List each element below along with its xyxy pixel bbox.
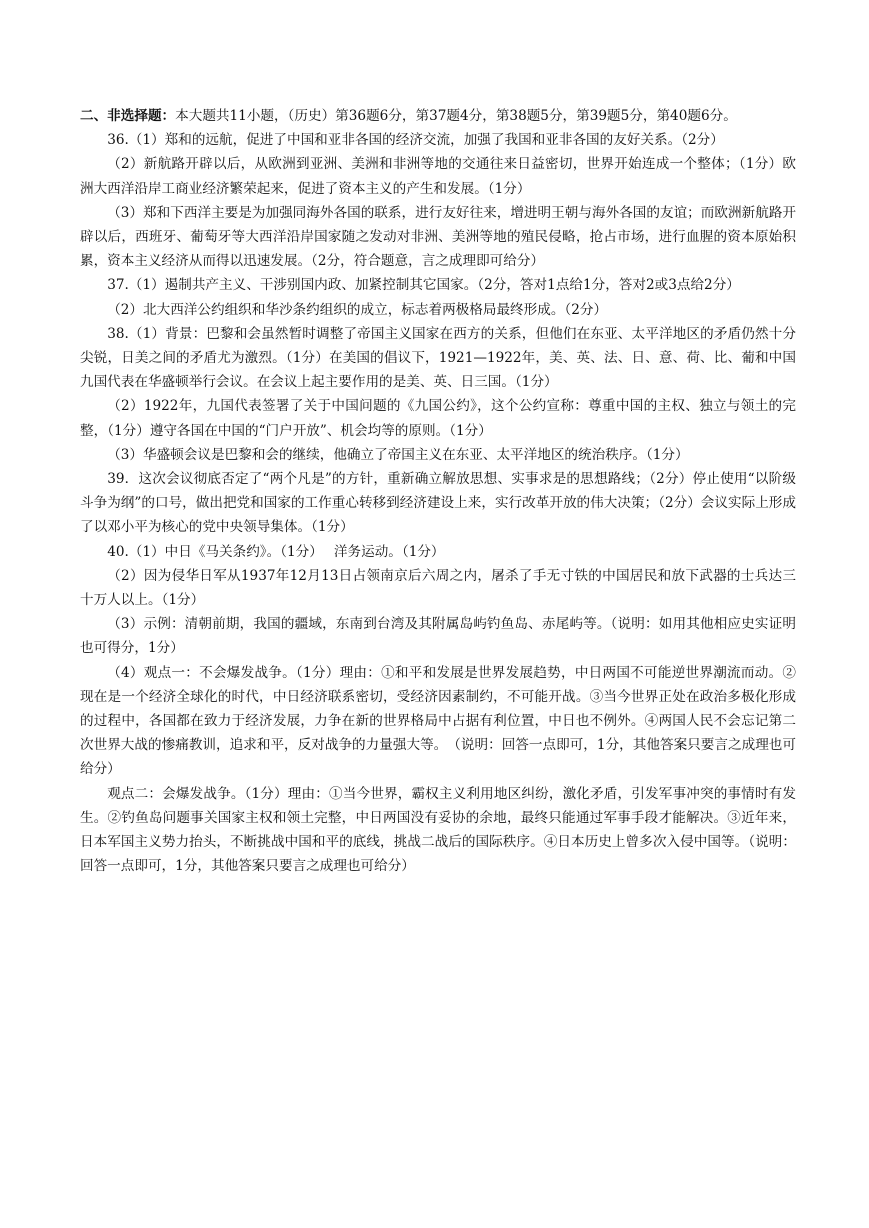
answer-38-2: （2）1922年，九国代表签署了关于中国问题的《九国公约》，这个公约宣称：尊重中国的主权、独立与领土的完整，（1分）遵守各国在中国的“门户开放”、机会均等的原则。（1分） (80, 398, 796, 439)
answer-37-2: （2）北大西洋公约组织和华沙条约组织的成立，标志着两极格局最终形成。（2分） (107, 301, 608, 318)
section-intro: 本大题共11小题，（历史）第36题6分，第37题4分，第38题5分，第39题5分，第40题6分。 (175, 108, 737, 124)
answer-40-1: 40.（1）中日《马关条约》。（1分） 洋务运动。（1分） (107, 543, 445, 560)
answer-36-1: 36.（1）郑和的远航，促进了中国和亚非各国的经济交流，加强了我国和亚非各国的友好关系。（2分） (107, 132, 724, 149)
section-label: 二、非选择题： (80, 108, 176, 124)
answer-36-3: （3）郑和下西洋主要是为加强同海外各国的联系，进行友好往来，增进明王朝与海外各国的友谊；而欧洲新航路开辟以后，西班牙、葡萄牙等大西洋沿岸国家随之发动对非洲、美洲等地的殖民侵略，抢占市场，进行血腥的资本原始积累，资本主义经济从而得以迅速发展。（2分，符合题意，言之成理即可给分） (80, 204, 796, 270)
answer-40-4-view2: 观点二：会爆发战争。（1分）理由：①当今世界，霸权主义利用地区纠纷，激化矛盾，引发军事冲突的事情时有发生。②钓鱼岛问题事关国家主权和领土完整，中日两国没有妥协的余地，最终只能通过军事手段才能解决。③近年来，日本军国主义势力抬头，不断挑战中国和平的底线，挑战二战后的国际秩序。④日本历史上曾多次入侵中国等。（说明：回答一点即可，1分，其他答案只要言之成理也可给分） (80, 785, 796, 875)
answer-40-2: （2）因为侵华日军从1937年12月13日占领南京后六周之内，屠杀了手无寸铁的中国居民和放下武器的士兵达三十万人以上。（1分） (80, 567, 796, 609)
answer-38-3: （3）华盛顿会议是巴黎和会的继续，他确立了帝国主义在东亚、太平洋地区的统治秩序。（1分） (107, 446, 689, 463)
answer-38-1: 38.（1）背景：巴黎和会虽然暂时调整了帝国主义国家在西方的关系，但他们在东亚、太平洋地区的矛盾仍然十分尖锐，日美之间的矛盾尤为激烈。（1分）在美国的倡议下，1921—1922年，美、英、法、日、意、荷、比、葡和中国九国代表在华盛顿举行会议。在会议上起主要作用的是美、英、日三国。（1分） (80, 325, 796, 391)
answer-36-2: （2）新航路开辟以后，从欧洲到亚洲、美洲和非洲等地的交通往来日益密切，世界开始连成一个整体；（1分）欧洲大西洋沿岸工商业经济繁荣起来，促进了资本主义的产生和发展。（1分） (80, 156, 796, 197)
answer-40-3: （3）示例：清朝前期，我国的疆域，东南到台湾及其附属岛屿钓鱼岛、赤尾屿等。（说明：如用其他相应史实证明也可得分，1分） (80, 616, 796, 657)
section-heading (80, 104, 796, 128)
answer-37-1: 37.（1）遏制共产主义、干涉别国内政、加紧控制其它国家。（2分，答对1点给1分，答对2或3点给2分） (107, 277, 740, 294)
answer-40-4-view1: （4）观点一：不会爆发战争。（1分）理由：①和平和发展是世界发展趋势，中日两国不可能逆世界潮流而动。②现在是一个经济全球化的时代，中日经济联系密切，受经济因素制约，不可能开战。③当今世界正处在政治多极化形成的过程中，各国都在致力于经济发展，力争在新的世界格局中占据有利位置，中日也不例外。④两国人民不会忘记第二次世界大战的惨痛教训，追求和平，反对战争的力量强大等。 （说明：回答一点即可，1分，其他答案只要言之成理也可给分） (80, 664, 796, 778)
answer-39: 39．这次会议彻底否定了“两个凡是”的方针，重新确立解放思想、实事求是的思想路线；（2分）停止使用“以阶级斗争为纲”的口号，做出把党和国家的工作重心转移到经济建设上来，实行改革开放的伟大决策；（2分）会议实际上形成了以邓小平为核心的党中央领导集体。（1分） (80, 471, 796, 536)
answer-content (80, 104, 796, 879)
